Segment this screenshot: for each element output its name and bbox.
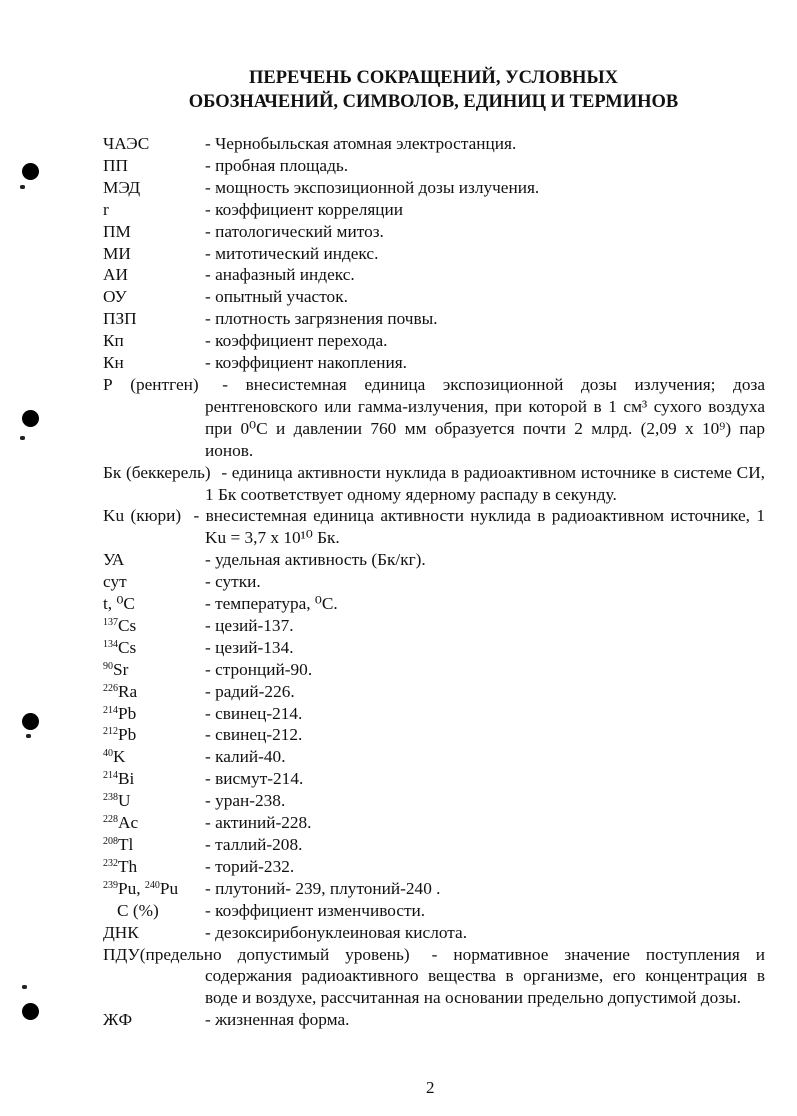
isotope-mass-number: 208 [103,836,118,847]
abbreviation-definition: - коэффициент изменчивости. [205,900,426,920]
abbreviation-entry [103,900,765,922]
abbreviation-term [103,330,205,352]
abbreviation-entry [103,221,765,243]
abbreviation-term [103,571,205,593]
abbreviation-entry [103,286,765,308]
term-text: ЧАЭС [103,134,150,153]
isotope-mass-number: 214 [103,704,118,716]
abbreviation-term [103,856,205,878]
abbreviation-entry [103,505,765,549]
abbreviation-definition: - таллий-208. [205,835,303,854]
abbreviation-entry [103,243,765,265]
title-line-2: ОБОЗНАЧЕНИЙ, СИМВОЛОВ, ЕДИНИЦ И ТЕРМИНОВ [188,92,679,112]
abbreviation-entry [103,549,765,571]
term-text: Sr [113,659,129,679]
abbreviation-term [103,900,205,922]
isotope-mass-number: 90 [103,660,113,672]
term-text: Ra [118,681,138,701]
abbreviation-term [103,286,205,308]
abbreviation-term [103,637,205,659]
abbreviation-definition: - дезоксирибонуклеиновая кислота. [205,922,468,942]
term-text: Pb [118,725,137,745]
punch-hole-mark [22,1003,39,1020]
abbreviation-entry [103,155,765,177]
abbreviation-entry [103,834,765,856]
abbreviation-definition: - Чернобыльская атомная электростанция. [205,134,517,153]
abbreviation-entry [103,308,765,330]
abbreviation-definition: - свинец-214. [205,703,303,723]
abbreviation-definition: - калий-40. [205,747,286,767]
abbreviation-term [103,768,205,790]
term-text: Р (рентген) [103,374,199,394]
term-text: K [113,747,126,767]
abbreviation-definition: - нормативное значение поступления и содержания радиоактивного вещества в организме, его концентрация в воде и воздухе, рассчитанная на основании предельно допустимой дозы. [205,944,765,1008]
abbreviation-definition: - внесистемная единица экспозиционной дозы излучения; доза рентгеновского или гамма-излучения, при которой в 1 см³ сухого воздуха при 0⁰С и давлении 760 мм образуется почти 2 млрд. (2,09 х 10⁹) пар ионов. [205,374,765,460]
abbreviation-entry [103,659,765,681]
abbreviation-term [103,703,205,725]
abbreviation-term [103,724,205,746]
abbreviation-term [103,615,205,637]
abbreviation-term [103,352,205,374]
term-text: Кп [103,331,124,351]
abbreviation-definition: - митотический индекс. [205,243,379,263]
abbreviation-term [103,834,205,856]
abbreviation-term [103,221,205,243]
abbreviation-entry [103,703,765,725]
term-text: ПМ [103,221,131,241]
abbreviation-entry [103,681,765,703]
isotope-mass-number: 232 [103,857,118,869]
term-text: Кн [103,353,124,373]
term-text: ПДУ(предельно допустимый уровень) [103,944,410,964]
term-text: Cs [118,637,137,657]
abbreviation-entry [103,856,765,878]
term-text: Ku (кюри) [103,506,182,526]
abbreviation-entry [103,768,765,790]
abbreviation-entry [103,812,765,834]
abbreviation-definition: - цезий-134. [205,637,294,657]
abbreviation-definition: - единица активности нуклида в радиоактивном источнике в системе СИ, 1 Бк соответствует одному ядерному распаду в секунду. [205,462,765,504]
scan-speck [20,436,25,440]
abbreviation-definition: - плутоний- 239, плутоний-240 . [205,878,441,898]
isotope-mass-number: 239 [103,879,118,891]
abbreviation-entry [103,637,765,659]
term-text: Bi [118,769,135,789]
isotope-mass-number: 226 [103,682,118,694]
abbreviation-definition: - торий-232. [205,856,295,876]
abbreviation-entry [103,177,765,199]
abbreviation-term [103,155,205,177]
abbreviation-definition: - радий-226. [205,681,295,701]
isotope-mass-number: 137 [103,616,118,628]
abbreviation-definition: - сутки. [205,572,261,592]
abbreviation-definition: - висмут-214. [205,769,304,789]
term-text: Бк (беккерель) [103,462,211,482]
abbreviation-term [103,243,205,265]
term-text: Pu [159,878,179,898]
term-text: U [118,791,131,811]
abbreviation-entry [103,264,765,286]
scan-speck [22,985,27,989]
term-text: АИ [103,265,128,285]
term-text: Ac [118,813,139,833]
term-text: МИ [103,243,131,263]
term-text: C (%) [117,900,159,920]
isotope-mass-number: 134 [103,638,118,650]
term-text: t, ⁰C [103,594,135,614]
abbreviation-term [103,506,181,525]
term-text: МЭД [103,177,141,197]
term-text: Th [118,856,138,876]
isotope-mass-number: 40 [103,748,113,760]
abbreviation-definition: - цезий-137. [205,615,294,635]
abbreviation-term [103,681,205,703]
abbreviation-definition: - анафазный индекс. [205,265,355,285]
title-line-1: ПЕРЕЧЕНЬ СОКРАЩЕНИЙ, УСЛОВНЫХ [249,68,618,88]
abbreviation-entry [103,199,765,221]
abbreviation-entry [103,944,765,1010]
abbreviation-term [103,308,205,330]
term-text: Pb [118,703,137,723]
abbreviation-definition: - опытный участок. [205,287,348,307]
abbreviation-definition: - патологический митоз. [205,221,384,241]
abbreviation-definition: - коэффициент перехода. [205,331,388,351]
abbreviation-definition: - пробная площадь. [205,155,349,175]
term-text: Pu, [118,878,145,898]
isotope-mass-number: 238 [103,792,118,804]
term-text: ПЗП [103,309,137,329]
abbreviation-entry [103,878,765,900]
abbreviation-term [103,133,205,155]
abbreviation-term [103,593,205,615]
abbreviation-term [103,790,205,812]
abbreviation-term [103,199,205,221]
term-text: Cs [118,615,137,635]
isotope-mass-number: 240 [144,879,160,891]
punch-hole-mark [22,163,39,180]
term-text: Tl [118,835,134,854]
abbreviation-entry [103,462,765,506]
page-number: 2 [426,1078,435,1097]
abbreviation-entry [103,746,765,768]
abbreviation-term [103,746,205,768]
abbreviation-term [103,264,205,286]
abbreviation-term [103,878,205,900]
abbreviation-definition: - стронций-90. [205,659,313,679]
abbreviation-definition: - коэффициент корреляции [205,199,404,219]
abbreviation-definition: - плотность загрязнения почвы. [205,309,438,329]
abbreviation-definition: - удельная активность (Бк/кг). [205,550,426,570]
abbreviation-entry [103,571,765,593]
punch-hole-mark [22,410,39,427]
abbreviation-entry [103,922,765,944]
abbreviation-list [103,133,765,1031]
isotope-mass-number: 228 [103,814,118,826]
abbreviation-definition: - коэффициент накопления. [205,353,407,373]
term-text: r [103,199,109,219]
term-text: сут [103,572,127,592]
abbreviation-entry [103,133,765,155]
abbreviation-term [103,1009,205,1031]
abbreviation-term [103,945,410,964]
abbreviation-term [103,922,205,944]
term-text: ДНК [103,922,139,942]
abbreviation-entry [103,615,765,637]
abbreviation-definition: - жизненная форма. [205,1010,350,1030]
abbreviation-term [103,463,211,482]
isotope-mass-number: 214 [103,770,118,782]
abbreviation-term [103,659,205,681]
isotope-mass-number: 212 [103,726,118,738]
term-text: ЖФ [103,1010,133,1030]
term-text: ПП [103,155,128,175]
punch-hole-mark [22,713,39,730]
abbreviation-definition: - актиний-228. [205,813,312,833]
term-text: ОУ [103,287,127,307]
abbreviation-entry [103,330,765,352]
abbreviation-entry [103,724,765,746]
abbreviation-definition: - внесистемная единица активности нуклида в радиоактивном источнике, 1 Ku = 3,7 х 10¹⁰ Бк. [193,506,765,548]
abbreviation-entry [103,374,765,462]
term-text: УА [103,550,125,570]
abbreviation-definition: - уран-238. [205,791,286,811]
abbreviation-term [103,177,205,199]
abbreviation-entry [103,1009,765,1031]
abbreviation-term [103,812,205,834]
scan-speck [26,734,31,738]
page-title [0,66,797,114]
abbreviation-entry [103,352,765,374]
abbreviation-definition: - свинец-212. [205,725,303,745]
abbreviation-definition: - мощность экспозиционной дозы излучения. [205,177,540,197]
abbreviation-entry [103,790,765,812]
abbreviation-definition: - температура, ⁰С. [205,594,338,614]
abbreviation-entry [103,593,765,615]
abbreviation-term [103,375,199,394]
abbreviation-term [103,549,205,571]
scan-speck [20,185,25,189]
